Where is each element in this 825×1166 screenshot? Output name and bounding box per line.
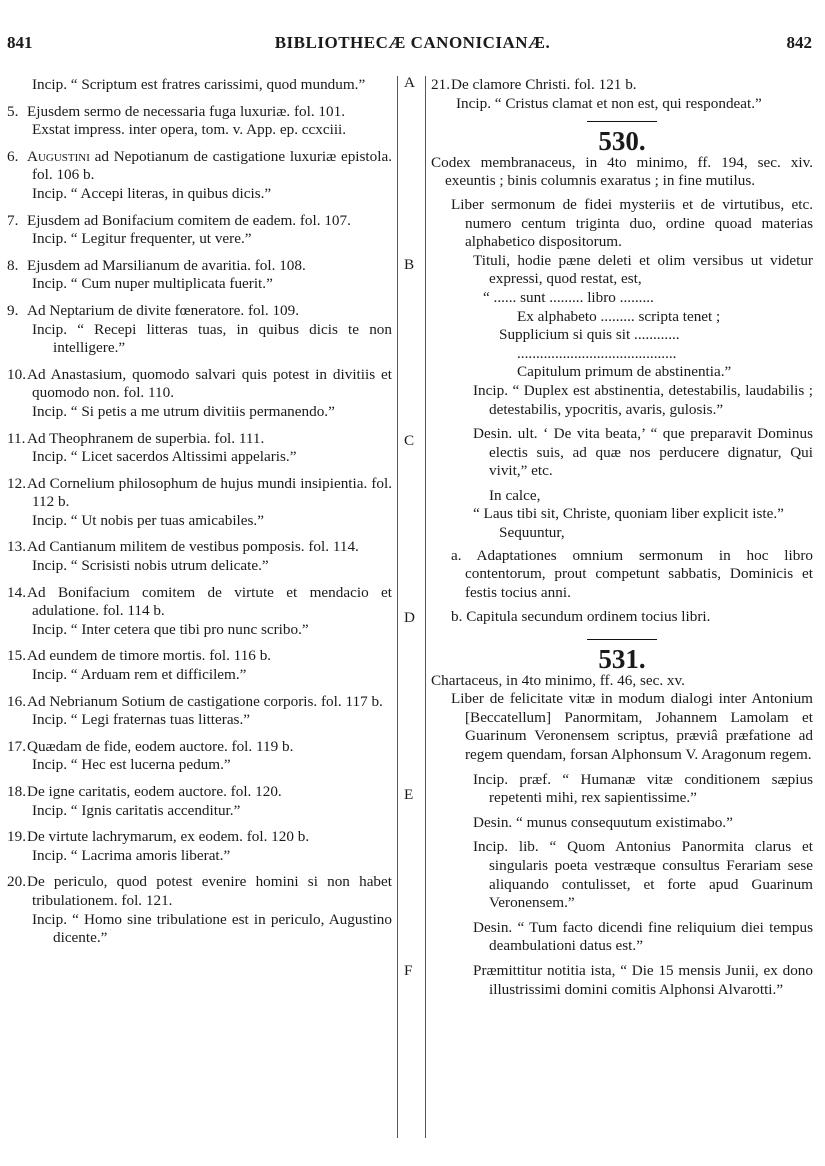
codex-number-531: 531. <box>598 644 646 675</box>
entry-incipit: Incip. “ Inter cetera que tibi pro nunc scribo.” <box>32 620 309 638</box>
entry-number: 19. <box>7 828 26 846</box>
left-column <box>7 76 392 956</box>
codex-530-liber: Liber sermonum de fidei mysteriis et de virtutibus, etc. numero centum triginta duo, ordine quoad materias alphabetico dispositorum. <box>451 195 813 251</box>
verse-line-5: Capitulum primum de abstinentia.” <box>517 363 732 381</box>
entry-10 <box>7 366 392 403</box>
entry-text: Quædam de fide, eodem auctore. fol. 119 b. <box>27 737 294 755</box>
entry-incipit: Incip. “ Homo sine tribulatione est in periculo, Augustino dicente.” <box>32 910 392 947</box>
entry-incipit: Incip. “ Recepi litteras tuas, in quibus dicis te non intelligere.” <box>32 320 392 357</box>
entry-incipit: Incip. “ Cum nuper multiplicata fuerit.” <box>32 275 273 293</box>
entry-number: 7. <box>7 211 19 229</box>
codex-531-desin-1: Desin. “ munus consequutum existimabo.” <box>473 813 733 831</box>
entry-number: 8. <box>7 256 19 274</box>
entry-15 <box>7 647 392 666</box>
entry-incipit: Incip. “ Accepi literas, in quibus dicis.” <box>32 184 272 202</box>
entry-number: 14. <box>7 583 26 601</box>
entry-21-incip: Incip. “ Cristus clamat et non est, qui respondeat.” <box>456 94 762 112</box>
entry-number: 20. <box>7 873 26 891</box>
entry-5 <box>7 103 392 122</box>
margin-letter-e: E <box>404 786 414 803</box>
entry-incipit: Incip. “ Hec est lucerna pedum.” <box>32 756 231 774</box>
entry-number: 17. <box>7 737 26 755</box>
entry-21 <box>431 76 813 95</box>
entry-text: Ad Nebrianum Sotium de castigatione corporis. fol. 117 b. <box>27 692 383 710</box>
verse-line-3: Supplicium si quis sit ............ <box>499 326 680 344</box>
codex-530-laus: “ Laus tibi sit, Christe, quoniam liber explicit iste.” <box>473 505 784 523</box>
entry-text: Ad Theophranem de superbia. fol. 111. <box>27 429 265 447</box>
entry-16 <box>7 693 392 712</box>
left-entries <box>7 103 392 956</box>
entry-17 <box>7 738 392 757</box>
entry-12 <box>7 475 392 512</box>
margin-letter-b: B <box>404 256 415 273</box>
section-rule <box>587 121 657 122</box>
verse-line-1: “ ...... sunt ......... libro ......... <box>483 288 654 306</box>
entry-incipit: Incip. “ Ut nobis per tuas amicabiles.” <box>32 511 264 529</box>
entry-text: ad Nepotianum de castigatione luxuriæ epistola. fol. 106 b. <box>32 147 392 184</box>
running-title: BIBLIOTHECÆ CANONICIANÆ. <box>274 33 551 52</box>
entry-number: 6. <box>7 147 19 165</box>
entry-7 <box>7 212 392 231</box>
right-column <box>431 76 813 999</box>
margin-letter-a: A <box>404 74 415 91</box>
codex-531-praemittitur: Præmittitur notitia ista, “ Die 15 mensis Junii, ex dono illustrissimi domini comitis Alphonsi Alvarotti.” <box>473 961 813 998</box>
margin-letter-c: C <box>404 432 415 449</box>
entry-incipit: Incip. “ Si petis a me utrum divitiis permanendo.” <box>32 402 335 420</box>
entry-text: Ejusdem ad Marsilianum de avaritia. fol. 108. <box>27 256 306 274</box>
entry-number: 15. <box>7 647 26 665</box>
entry-6 <box>7 148 392 185</box>
entry-text: Ejusdem ad Bonifacium comitem de eadem. fol. 107. <box>27 211 351 229</box>
entry-text: De periculo, quod potest evenire homini si non habet tribulationem. fol. 121. <box>27 873 392 909</box>
codex-531-description: Chartaceus, in 4to minimo, ff. 46, sec. xv. <box>431 671 685 689</box>
entry-number: 16. <box>7 692 26 710</box>
entry-14 <box>7 584 392 621</box>
entry-text: Ad Bonifacium comitem de virtute et mendacio et adulatione. fol. 114 b. <box>27 583 392 620</box>
column-rule-left <box>397 76 398 1138</box>
verse-line-2: Ex alphabeto ......... scripta tenet ; <box>517 307 721 325</box>
codex-530-item-b: b. Capitula secundum ordinem tocius libri. <box>451 608 711 626</box>
left-page-number: 841 <box>7 33 33 52</box>
entry-8 <box>7 257 392 276</box>
entry-number: 18. <box>7 783 26 800</box>
entry-text: Ad Neptarium de divite fœneratore. fol. 109. <box>27 301 300 319</box>
entry-20 <box>7 873 392 910</box>
entry-number: 10. <box>7 365 26 383</box>
author-name: Augustini <box>27 147 90 165</box>
entry-13 <box>7 538 392 557</box>
entry-incipit: Incip. “ Legitur frequenter, ut vere.” <box>32 230 252 248</box>
entry-number: 21. <box>431 76 450 93</box>
margin-letter-d: D <box>404 609 415 626</box>
codex-530-calce: In calce, <box>489 486 541 504</box>
codex-531-incip-lib: Incip. lib. “ Quom Antonius Panormita clarus et singularis poeta vestræque consultus Ferariam sese aliquando contulisset, et forte apud Guarinum Veronensem.” <box>473 838 813 912</box>
margin-letter-f: F <box>404 962 413 979</box>
codex-530-desin: Desin. ult. ‘ De vita beata,’ “ que preparavit Dominus electis suis, ad quæ nos perducere dignatur, Qui vivit,” etc. <box>473 425 813 480</box>
entry-text: Ad eundem de timore mortis. fol. 116 b. <box>27 647 272 665</box>
entry-text: Ad Anastasium, quomodo salvari quis potest in divitiis et quomodo non. fol. 110. <box>27 365 392 402</box>
entry-text: Ad Cornelium philosophum de hujus mundi insipientia. fol. 112 b. <box>27 474 392 511</box>
column-rule-right <box>425 76 426 1138</box>
entry-number: 12. <box>7 474 26 492</box>
entry-incipit: Incip. “ Licet sacerdos Altissimi appelaris.” <box>32 448 297 466</box>
entry-incipit: Incip. “ Ignis caritatis accenditur.” <box>32 801 241 819</box>
entry-incipit: Incip. “ Arduam rem et difficilem.” <box>32 666 247 684</box>
entry-18 <box>7 783 392 802</box>
codex-531-liber: Liber de felicitate vitæ in modum dialogi inter Antonium [Beccatellum] Panormitam, Johannem Lamolam et Guarinum Veronensem scriptus, præviâ præfatione ad regem quendam, forsan Alphonsum V. Aragonum regem. <box>451 690 813 763</box>
entry-text: De clamore Christi. fol. 121 b. <box>451 76 637 93</box>
verse-line-4: .......................................... <box>517 344 677 362</box>
entry-11 <box>7 430 392 449</box>
top-incip: Incip. “ Scriptum est fratres carissimi, quod mundum.” <box>32 76 366 93</box>
codex-530-item-a: a. Adaptationes omnium sermonum in hoc libro contentorum, prout competunt sabbatis, Dominicis et festis tocius anni. <box>451 546 813 601</box>
codex-530-tituli: Tituli, hodie pæne deleti et olim versibus ut videtur expressi, quod restat, est, <box>473 251 813 288</box>
entry-number: 13. <box>7 538 26 556</box>
entry-number: 5. <box>7 102 19 120</box>
codex-530-description: Codex membranaceus, in 4to minimo, ff. 194, sec. xiv. exeuntis ; binis columnis exaratus ; in fine mutilus. <box>431 153 813 190</box>
entry-incipit: Exstat impress. inter opera, tom. v. App. ep. ccxciii. <box>32 121 347 139</box>
entry-9 <box>7 302 392 321</box>
entry-text: Ejusdem sermo de necessaria fuga luxuriæ. fol. 101. <box>27 102 346 120</box>
entry-incipit: Incip. “ Lacrima amoris liberat.” <box>32 846 231 864</box>
codex-531-incip-praef: Incip. præf. “ Humanæ vitæ conditionem sæpius repetenti mihi, rex sapientissime.” <box>473 770 813 807</box>
entry-text: De virtute lachrymarum, ex eodem. fol. 120 b. <box>27 828 310 846</box>
entry-incipit: Incip. “ Legi fraternas tuas litteras.” <box>32 711 251 729</box>
codex-number-530: 530. <box>598 126 646 157</box>
section-rule <box>587 639 657 640</box>
entry-text: De igne caritatis, eodem auctore. fol. 120. <box>27 783 282 800</box>
entry-text: Ad Cantianum militem de vestibus pomposis. fol. 114. <box>27 538 359 556</box>
entry-number: 11. <box>7 429 26 447</box>
entry-number: 9. <box>7 301 19 319</box>
entry-19 <box>7 828 392 847</box>
codex-530-sequuntur: Sequuntur, <box>499 524 565 542</box>
codex-531-desin-2: Desin. “ Tum facto dicendi fine reliquium diei tempus deambulationi datus est.” <box>473 918 813 955</box>
entry-incipit: Incip. “ Scrisisti nobis utrum delicate.” <box>32 557 269 575</box>
right-page-number: 842 <box>786 33 812 52</box>
codex-530-incip: Incip. “ Duplex est abstinentia, detestabilis, laudabilis ; detestabilis, ypocritis, avaris, gulosis.” <box>473 381 813 418</box>
